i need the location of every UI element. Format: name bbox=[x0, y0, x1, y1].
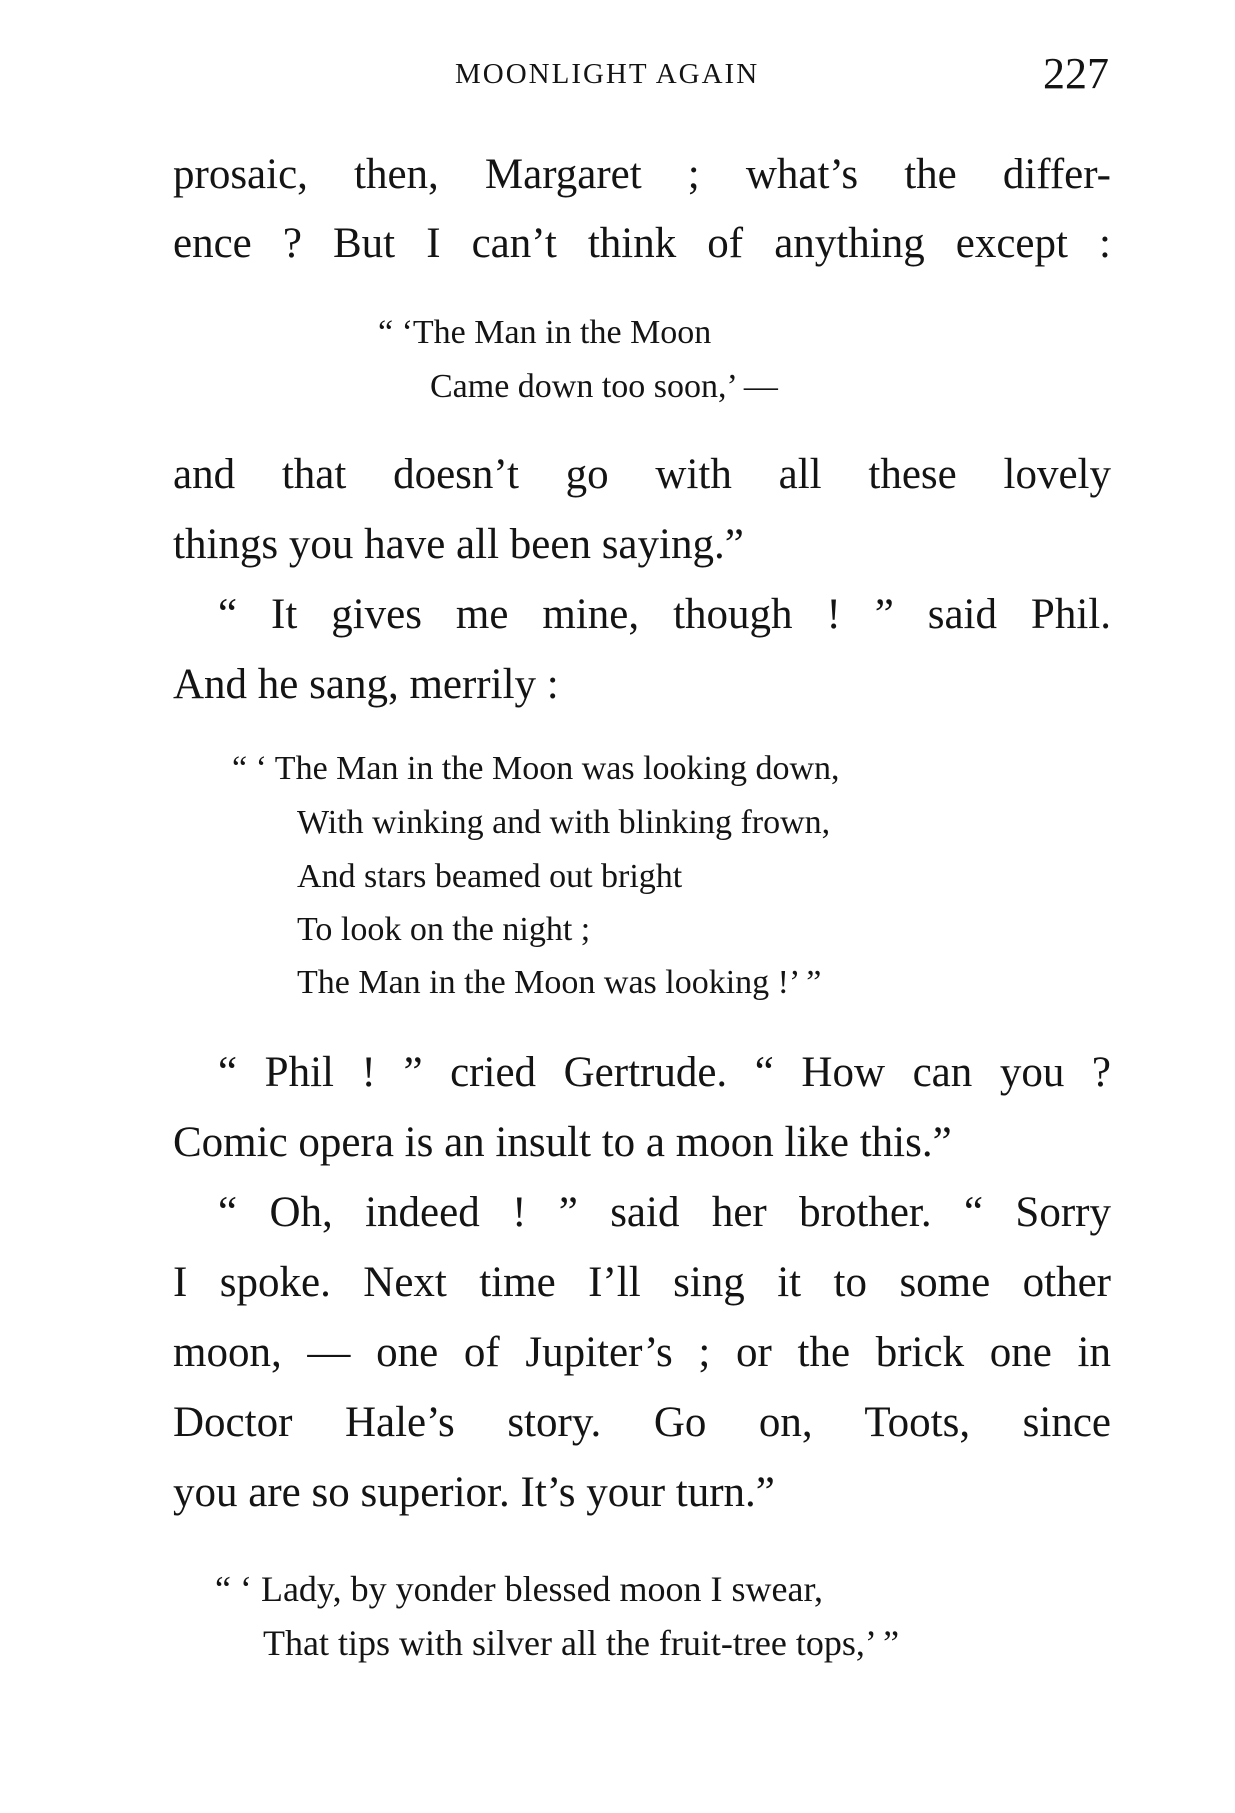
verse-line: With winking and with blinking frown, bbox=[297, 804, 831, 841]
text-line: Doctor Hale’s story. Go on, Toots, since bbox=[173, 1399, 1111, 1446]
page-number: 227 bbox=[1043, 49, 1109, 98]
verse-line: The Man in the Moon was looking !’ ” bbox=[297, 964, 822, 1001]
text-line: “ Phil ! ” cried Gertrude. “ How can you ? bbox=[218, 1049, 1111, 1096]
verse-line: Came down too soon,’ — bbox=[430, 368, 778, 405]
text-line: moon, — one of Jupiter’s ; or the brick one in bbox=[173, 1329, 1111, 1376]
verse-line: “ ‘The Man in the Moon bbox=[378, 314, 712, 351]
text-line: and that doesn’t go with all these lovely bbox=[173, 451, 1111, 498]
verse-line: “ ‘ The Man in the Moon was looking down, bbox=[232, 750, 840, 787]
verse-line: To look on the night ; bbox=[297, 911, 591, 948]
verse-line: And stars beamed out bright bbox=[297, 858, 683, 895]
verse-line: That tips with silver all the fruit-tree tops,’ ” bbox=[263, 1623, 900, 1663]
verse-line: “ ‘ Lady, by yonder blessed moon I swear, bbox=[215, 1569, 824, 1609]
text-line: “ It gives me mine, though ! ” said Phil. bbox=[218, 591, 1111, 638]
text-line: “ Oh, indeed ! ” said her brother. “ Sorry bbox=[218, 1189, 1111, 1236]
running-title: MOONLIGHT AGAIN bbox=[455, 58, 760, 90]
text-line: prosaic, then, Margaret ; what’s the differ- bbox=[173, 151, 1111, 198]
text-line: Comic opera is an insult to a moon like this.” bbox=[173, 1119, 952, 1166]
text-line: And he sang, merrily : bbox=[173, 661, 559, 708]
text-line: ence ? But I can’t think of anything except : bbox=[173, 220, 1111, 267]
text-line: you are so superior. It’s your turn.” bbox=[173, 1469, 775, 1516]
text-line: things you have all been saying.” bbox=[173, 521, 744, 568]
text-line: I spoke. Next time I’ll sing it to some other bbox=[173, 1259, 1111, 1306]
